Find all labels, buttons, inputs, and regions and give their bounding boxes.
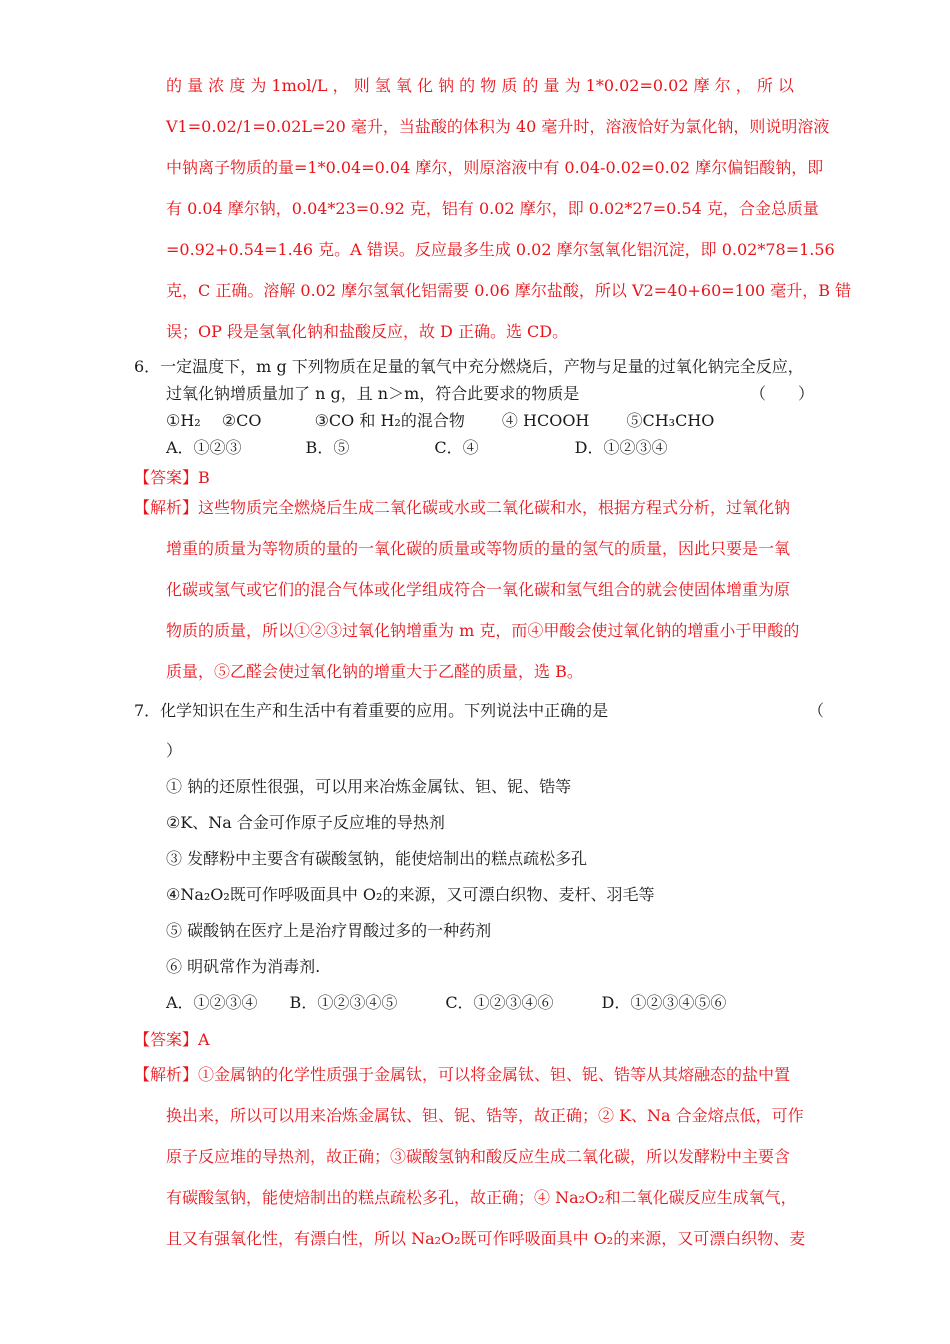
prev-explanation-line-3: 中钠离子物质的量=1*0.04=0.04 摩尔，则原溶液中有 0.04-0.02=0.02 摩尔偏铝酸钠，即	[166, 158, 824, 177]
question-7-statement-3: ③ 发酵粉中主要含有碳酸氢钠，能使焙制出的糕点疏松多孔	[166, 849, 588, 868]
question-7-options: A．①②③④ B．①②③④⑤ C．①②③④⑥ D．①②③④⑤⑥	[166, 993, 727, 1012]
question-6-answer: 【答案】B	[134, 468, 210, 487]
question-6-items: ①H₂ ②CO ③CO 和 H₂的混合物 ④ HCOOH ⑤CH₃CHO	[166, 411, 715, 430]
question-6-analysis-3: 化碳或氢气或它们的混合气体或化学组成符合一氧化碳和氢气组合的就会使固体增重为原	[166, 580, 791, 599]
question-6-options: A．①②③ B．⑤ C．④ D．①②③④	[166, 438, 668, 457]
prev-explanation-line-1: 的 量 浓 度 为 1mol/L ， 则 氢 氧 化 钠 的 物 质 的 量 为 1*0.02=0.02 摩 尔 ， 所 以	[166, 76, 794, 95]
question-7-answer: 【答案】A	[134, 1030, 210, 1049]
question-6-analysis-4: 物质的质量，所以①②③过氧化钠增重为 m 克，而④甲酸会使过氧化钠的增重小于甲酸的	[166, 621, 800, 640]
question-7-analysis-1: 【解析】①金属钠的化学性质强于金属钛，可以将金属钛、钽、铌、锆等从其熔融态的盐中置	[134, 1065, 791, 1084]
question-6-answer-blank: （ ）	[750, 384, 815, 403]
question-7-analysis-4: 有碳酸氢钠，能使焙制出的糕点疏松多孔，故正确；④ Na₂O₂和二氧化碳反应生成氧气，	[166, 1188, 797, 1207]
question-6-analysis-5: 质量，⑤乙醛会使过氧化钠的增重大于乙醛的质量，选 B。	[166, 662, 583, 681]
question-7-stem: 7．化学知识在生产和生活中有着重要的应用。下列说法中正确的是	[134, 701, 609, 720]
question-6-stem-2: 过氧化钠增质量加了 n g，且 n＞m，符合此要求的物质是	[166, 384, 580, 403]
question-7-paren-close: ）	[166, 741, 183, 760]
question-7-analysis-2: 换出来，所以可以用来冶炼金属钛、钽、铌、锆等，故正确；② K、Na 合金熔点低，可作	[166, 1106, 804, 1125]
question-7-analysis-3: 原子反应堆的导热剂，故正确；③碳酸氢钠和酸反应生成二氧化碳，所以发酵粉中主要含	[166, 1147, 791, 1166]
question-7-analysis-5: 且又有强氧化性，有漂白性，所以 Na₂O₂既可作呼吸面具中 O₂的来源，又可漂白织物、麦	[166, 1229, 806, 1248]
prev-explanation-line-2: V1=0.02/1=0.02L=20 毫升，当盐酸的体积为 40 毫升时，溶液恰好为氯化钠，则说明溶液	[166, 117, 830, 136]
question-7-statement-5: ⑤ 碳酸钠在医疗上是治疗胃酸过多的一种药剂	[166, 921, 492, 940]
prev-explanation-line-6: 克，C 正确。溶解 0.02 摩尔氢氧化铝需要 0.06 摩尔盐酸，所以 V2=40+60=100 毫升，B 错	[166, 281, 852, 300]
question-6-stem: 6．一定温度下，m g 下列物质在足量的氧气中充分燃烧后，产物与足量的过氧化钠完全反应，	[134, 357, 804, 376]
prev-explanation-line-7: 误；OP 段是氢氧化钠和盐酸反应，故 D 正确。选 CD。	[166, 322, 569, 341]
question-7-paren-open: （	[808, 701, 825, 720]
question-7-statement-2: ②K、Na 合金可作原子反应堆的导热剂	[166, 813, 445, 832]
prev-explanation-line-4: 有 0.04 摩尔钠，0.04*23=0.92 克，铝有 0.02 摩尔，即 0.02*27=0.54 克，合金总质量	[166, 199, 819, 218]
question-6-analysis-2: 增重的质量为等物质的量的一氧化碳的质量或等物质的量的氢气的质量，因此只要是一氧	[166, 539, 791, 558]
question-7-statement-1: ① 钠的还原性很强，可以用来冶炼金属钛、钽、铌、锆等	[166, 777, 572, 796]
question-7-statement-4: ④Na₂O₂既可作呼吸面具中 O₂的来源，又可漂白织物、麦杆、羽毛等	[166, 885, 655, 904]
prev-explanation-line-5: =0.92+0.54=1.46 克。A 错误。反应最多生成 0.02 摩尔氢氧化铝沉淀，即 0.02*78=1.56	[166, 240, 835, 259]
question-6-analysis-1: 【解析】这些物质完全燃烧后生成二氧化碳或水或二氧化碳和水，根据方程式分析，过氧化钠	[134, 498, 791, 517]
question-7-statement-6: ⑥ 明矾常作为消毒剂.	[166, 957, 321, 976]
